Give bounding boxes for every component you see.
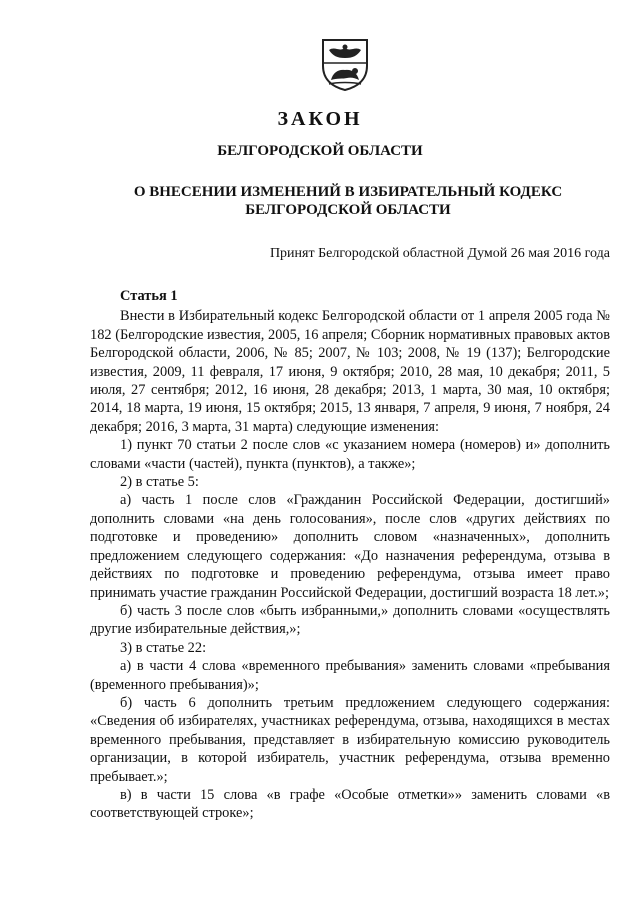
document-title: ЗАКОН: [277, 108, 363, 130]
paragraph: а) в части 4 слова «временного пребывания» заменить словами «пребывания (временного пребывания)»;: [90, 658, 610, 693]
article-title: Статья 1: [120, 288, 178, 304]
document-heading: [90, 183, 606, 219]
paragraph: а) часть 1 после слов «Гражданин Российской Федерации, достигший» дополнить словами «на день голосования», после слов «других действиях по подготовке и проведению» дополнить словом «назначенных», дополнить предложением следующего содержания: «До назначения референдума, отзыва в действиях по подготовке и проведению референдума, отзыва имеет право принимать участие гражданин Российской Федерации, достигший возраста 18 лет.»;: [90, 492, 610, 601]
heading-line-2: БЕЛГОРОДСКОЙ ОБЛАСТИ: [245, 202, 451, 218]
document-subtitle: БЕЛГОРОДСКОЙ ОБЛАСТИ: [217, 143, 423, 159]
paragraph: 2) в статье 5:: [120, 474, 199, 491]
paragraph: б) часть 6 дополнить третьим предложением следующего содержания: «Сведения об избирателях, участниках референдума, отзыва, находящихся в местах временного пребывания, представляет в избирательную комиссию руководитель организации, в которой избиратель, участник референдума, отзыва временно пребывает.»;: [90, 694, 610, 785]
article-body: [90, 287, 610, 823]
adoption-note: Принят Белгородской областной Думой 26 мая 2016 года: [269, 246, 610, 261]
paragraph: в) в части 15 слова «в графе «Особые отметки»» заменить словами «в соответствующей строке»;: [90, 786, 610, 822]
heading-line-1: О ВНЕСЕНИИ ИЗМЕНЕНИЙ В ИЗБИРАТЕЛЬНЫЙ КОДЕКС: [133, 184, 563, 200]
paragraph: 1) пункт 70 статьи 2 после слов «с указанием номера (номеров) и» дополнить словами «части (частей), пункта (пунктов), а также»;: [90, 437, 610, 472]
paragraph: 3) в статье 22:: [120, 639, 207, 656]
paragraph: б) часть 3 после слов «быть избранными,» дополнить словами «осуществлять другие избирательные действия,»;: [90, 602, 610, 638]
paragraph: Внести в Избирательный кодекс Белгородской области от 1 апреля 2005 года № 182 (Белгородские известия, 2005, 16 апреля; Сборник нормативных правовых актов Белгородской области, 2006, № 85; 2007, № 103; 2008, № 19 (137); Белгородские известия, 2009, 11 февраля, 17 июня, 9 октября; 2010, 28 мая, 10 декабря; 2011, 5 июля, 27 сентября; 2012, 16 июня, 28 декабря; 2013, 1 марта, 30 мая, 10 октября; 2014, 18 марта, 19 июня, 15 октября; 2015, 13 января, 7 апреля, 9 июня, 7 ноября, 24 декабря; 2016, 3 марта, 31 марта) следующие изменения:: [90, 308, 610, 435]
coat-of-arms-icon: [317, 36, 373, 92]
